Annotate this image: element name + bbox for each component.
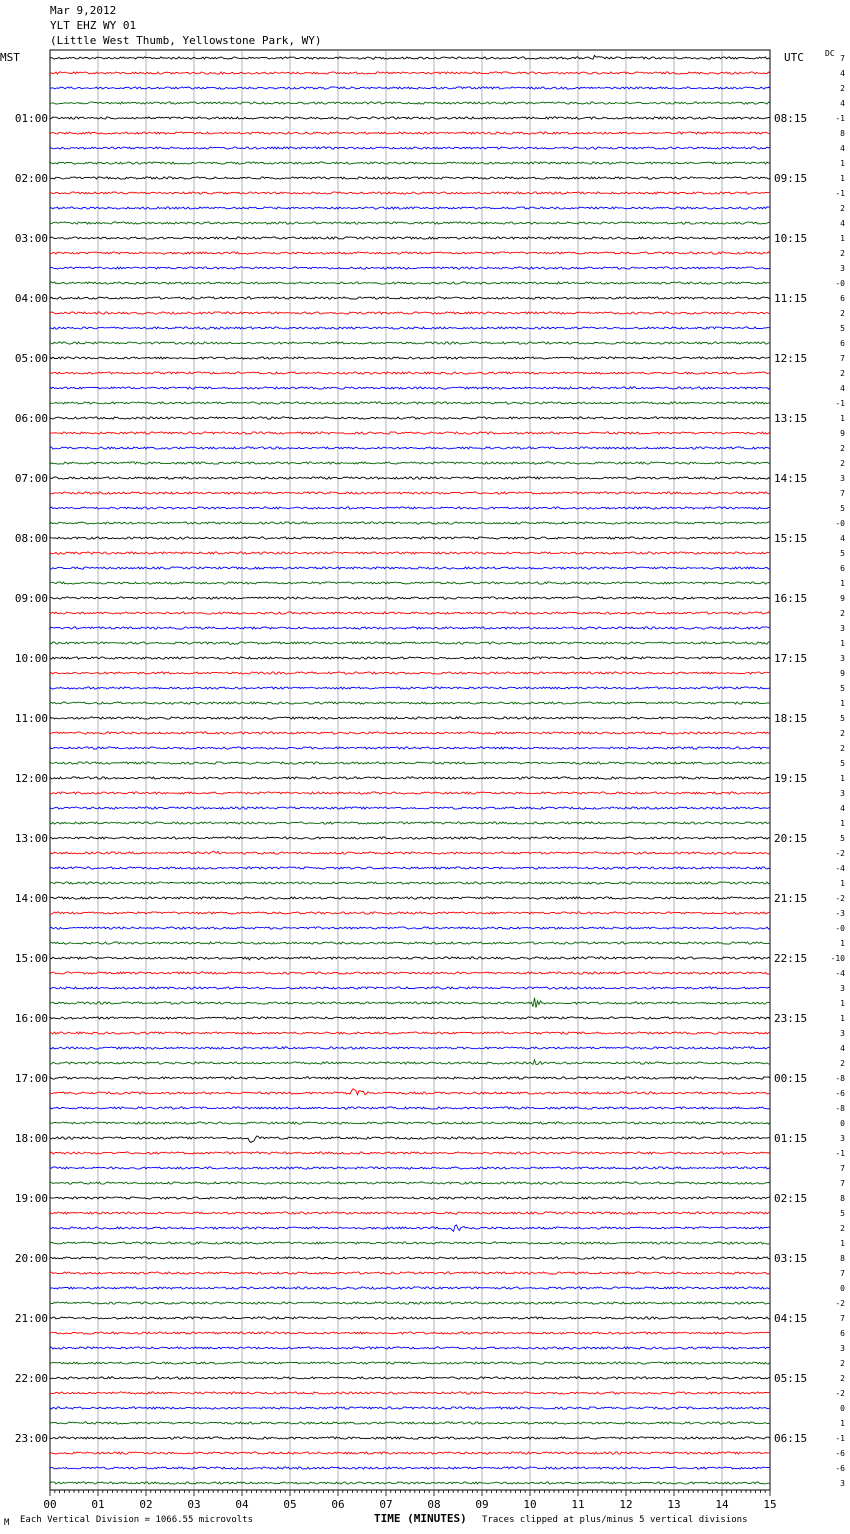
trace-line (50, 897, 770, 899)
hour-label-utc: 12:15 (774, 352, 808, 365)
x-tick-label: 12 (619, 1498, 633, 1511)
trace-line (50, 312, 770, 314)
x-tick-label: 14 (715, 1498, 729, 1511)
trace-line (50, 207, 770, 209)
dc-offset-value: -0 (835, 279, 845, 288)
hour-label-utc: 15:15 (774, 532, 808, 545)
trace-line (50, 1225, 770, 1231)
trace-line (50, 1136, 770, 1143)
hour-label-utc: 05:15 (774, 1372, 808, 1385)
hour-label-local: 09:00 (14, 592, 48, 605)
trace-line (50, 747, 770, 749)
trace-line (50, 462, 770, 464)
trace-line (50, 102, 770, 104)
dc-offset-value: 7 (840, 489, 845, 498)
dc-offset-value: 5 (840, 834, 845, 843)
trace-line (50, 612, 770, 614)
dc-offset-value: 3 (840, 1029, 845, 1038)
hour-label-local: 21:00 (14, 1312, 48, 1325)
trace-line (50, 702, 770, 704)
trace-line (50, 837, 770, 839)
dc-offset-value: 2 (840, 609, 845, 618)
x-tick-label: 15 (763, 1498, 777, 1511)
header-date: Mar 9,2012 (50, 4, 117, 17)
trace-line (50, 1152, 770, 1154)
x-tick-label: 13 (667, 1498, 681, 1511)
trace-line (50, 1242, 770, 1244)
plot-frame (50, 50, 770, 1490)
dc-offset-value: 1 (840, 579, 845, 588)
trace-line (50, 327, 770, 329)
hour-label-local: 12:00 (14, 772, 48, 785)
trace-line (50, 1317, 770, 1319)
trace-line (50, 1017, 770, 1019)
trace-line (50, 1107, 770, 1109)
hour-label-local: 05:00 (14, 352, 48, 365)
hour-label-utc: 17:15 (774, 652, 808, 665)
hour-label-utc: 13:15 (774, 412, 808, 425)
hour-label-utc: 20:15 (774, 832, 808, 845)
trace-line (50, 1452, 770, 1454)
hour-label-utc: 00:15 (774, 1072, 808, 1085)
trace-line (50, 1347, 770, 1349)
trace-line (50, 942, 770, 944)
hour-label-utc: 11:15 (774, 292, 808, 305)
trace-line (50, 132, 770, 134)
footer-left-mark: M (4, 1518, 10, 1528)
dc-offset-value: -6 (835, 1449, 845, 1458)
trace-line (50, 807, 770, 809)
dc-offset-value: -2 (835, 849, 845, 858)
dc-offset-value: 4 (840, 384, 845, 393)
dc-offset-value: -1 (835, 114, 845, 123)
trace-line (50, 1422, 770, 1424)
trace-line (50, 1197, 770, 1199)
dc-offset-value: -0 (835, 924, 845, 933)
trace-line (50, 687, 770, 689)
dc-offset-value: 0 (840, 1119, 845, 1128)
dc-offset-value: 5 (840, 684, 845, 693)
trace-line (50, 1272, 770, 1274)
trace-line (50, 642, 770, 645)
trace-line (50, 927, 770, 929)
hour-label-local: 15:00 (14, 952, 48, 965)
trace-line (50, 55, 770, 59)
dc-offset-value: 6 (840, 1329, 845, 1338)
dc-offset-value: 1 (840, 1014, 845, 1023)
dc-offset-value: 9 (840, 669, 845, 678)
x-tick-label: 02 (139, 1498, 153, 1511)
dc-offset-value: 9 (840, 594, 845, 603)
trace-line (50, 1377, 770, 1379)
trace-line (50, 87, 770, 89)
hour-label-utc: 14:15 (774, 472, 808, 485)
dc-offset-value: 2 (840, 729, 845, 738)
dc-offset-value: 2 (840, 444, 845, 453)
trace-line (50, 222, 770, 224)
dc-offset-value: 6 (840, 564, 845, 573)
dc-offset-value: 3 (840, 654, 845, 663)
hour-label-local: 17:00 (14, 1072, 48, 1085)
dc-offset-value: 7 (840, 1314, 845, 1323)
dc-offset-value: 8 (840, 129, 845, 138)
dc-offset-value: 1 (840, 159, 845, 168)
hour-label-local: 04:00 (14, 292, 48, 305)
dc-offset-value: 1 (840, 774, 845, 783)
dc-offset-value: -1 (835, 189, 845, 198)
dc-offset-value: 0 (840, 1404, 845, 1413)
dc-offset-value: -1 (835, 399, 845, 408)
trace-line (50, 387, 770, 389)
trace-line (50, 402, 770, 404)
dc-offset-value: 1 (840, 639, 845, 648)
dc-offset-value: 4 (840, 804, 845, 813)
clip-note: Traces clipped at plus/minus 5 vertical divisions (482, 1515, 748, 1525)
trace-line (50, 507, 770, 509)
header-station: YLT EHZ WY 01 (50, 19, 137, 32)
hour-label-utc: 18:15 (774, 712, 808, 725)
x-tick-label: 09 (475, 1498, 489, 1511)
dc-offset-value: 0 (840, 1284, 845, 1293)
hour-label-local: 20:00 (14, 1252, 48, 1265)
trace-line (50, 117, 770, 119)
dc-offset-value: 2 (840, 309, 845, 318)
trace-line (50, 1467, 770, 1469)
hour-label-local: 18:00 (14, 1132, 48, 1145)
x-tick-label: 07 (379, 1498, 393, 1511)
header-location: (Little West Thumb, Yellowstone Park, WY) (50, 34, 322, 47)
trace-line (50, 267, 770, 269)
dc-offset-value: 1 (840, 879, 845, 888)
dc-offset-value: 7 (840, 1269, 845, 1278)
trace-line (50, 1482, 770, 1484)
dc-offset-value: 3 (840, 789, 845, 798)
hour-label-utc: 06:15 (774, 1432, 808, 1445)
trace-line (50, 762, 770, 764)
dc-offset-value: 9 (840, 429, 845, 438)
trace-line (50, 822, 770, 824)
dc-offset-value: 7 (840, 1179, 845, 1188)
trace-line (50, 357, 770, 359)
trace-line (50, 867, 770, 869)
trace-line (50, 552, 770, 554)
trace-line (50, 732, 770, 734)
hour-label-utc: 02:15 (774, 1192, 808, 1205)
dc-offset-value: 1 (840, 414, 845, 423)
trace-line (50, 522, 770, 524)
dc-offset-value: 4 (840, 1044, 845, 1053)
trace-line (50, 1437, 770, 1439)
dc-offset-value: 4 (840, 99, 845, 108)
hour-label-local: 03:00 (14, 232, 48, 245)
dc-offset-value: 1 (840, 939, 845, 948)
x-axis-title: TIME (MINUTES) (374, 1512, 467, 1525)
trace-line (50, 147, 770, 149)
dc-offset-value: -8 (835, 1074, 845, 1083)
x-tick-label: 06 (331, 1498, 345, 1511)
hour-label-utc: 21:15 (774, 892, 808, 905)
trace-line (50, 1089, 770, 1095)
dc-offset-value: 5 (840, 549, 845, 558)
hour-label-utc: 10:15 (774, 232, 808, 245)
dc-offset-value: 1 (840, 1419, 845, 1428)
hour-label-utc: 03:15 (774, 1252, 808, 1265)
dc-offset-value: 5 (840, 324, 845, 333)
dc-offset-value: 4 (840, 144, 845, 153)
dc-offset-value: -6 (835, 1089, 845, 1098)
dc-offset-value: 5 (840, 504, 845, 513)
trace-line (50, 912, 770, 914)
dc-header: DC (825, 49, 835, 58)
dc-offset-value: -6 (835, 1464, 845, 1473)
hour-label-utc: 22:15 (774, 952, 808, 965)
trace-line (50, 792, 770, 794)
trace-line (50, 882, 770, 884)
dc-offset-value: -1 (835, 1434, 845, 1443)
trace-line (50, 657, 770, 659)
dc-offset-value: 3 (840, 1344, 845, 1353)
scale-note: Each Vertical Division = 1066.55 microvolts (20, 1515, 253, 1525)
dc-offset-value: -8 (835, 1104, 845, 1113)
hour-label-local: 22:00 (14, 1372, 48, 1385)
hour-label-local: 07:00 (14, 472, 48, 485)
x-tick-label: 04 (235, 1498, 249, 1511)
trace-line (50, 447, 770, 449)
dc-offset-value: 4 (840, 69, 845, 78)
dc-offset-value: -2 (835, 1389, 845, 1398)
trace-line (50, 672, 770, 674)
dc-offset-value: 2 (840, 459, 845, 468)
dc-offset-value: 1 (840, 699, 845, 708)
trace-line (50, 192, 770, 194)
dc-offset-value: 8 (840, 1254, 845, 1263)
trace-line (50, 1182, 770, 1184)
trace-line (50, 162, 770, 164)
dc-offset-value: 3 (840, 264, 845, 273)
trace-line (50, 1302, 770, 1304)
hour-label-local: 14:00 (14, 892, 48, 905)
trace-line (50, 1077, 770, 1079)
dc-offset-value: 1 (840, 1239, 845, 1248)
hour-label-utc: 16:15 (774, 592, 808, 605)
trace-line (50, 177, 770, 179)
hour-label-local: 10:00 (14, 652, 48, 665)
hour-label-utc: 19:15 (774, 772, 808, 785)
hour-label-local: 13:00 (14, 832, 48, 845)
hour-label-local: 06:00 (14, 412, 48, 425)
dc-offset-value: 7 (840, 54, 845, 63)
dc-offset-value: -2 (835, 1299, 845, 1308)
hour-label-utc: 23:15 (774, 1012, 808, 1025)
dc-offset-value: 5 (840, 1209, 845, 1218)
trace-line (50, 1032, 770, 1034)
dc-offset-value: 2 (840, 1224, 845, 1233)
dc-offset-value: 5 (840, 759, 845, 768)
x-tick-label: 00 (43, 1498, 57, 1511)
hour-label-local: 08:00 (14, 532, 48, 545)
trace-line (50, 297, 770, 299)
dc-offset-value: 1 (840, 819, 845, 828)
trace-line (50, 627, 770, 629)
trace-line (50, 777, 770, 779)
hour-label-local: 23:00 (14, 1432, 48, 1445)
dc-offset-value: 3 (840, 474, 845, 483)
trace-line (50, 1167, 770, 1169)
trace-line (50, 237, 770, 239)
dc-offset-value: 2 (840, 1059, 845, 1068)
dc-offset-value: -4 (835, 864, 845, 873)
dc-offset-value: 2 (840, 249, 845, 258)
dc-offset-value: 2 (840, 204, 845, 213)
x-tick-label: 11 (571, 1498, 585, 1511)
dc-offset-value: -0 (835, 519, 845, 528)
left-timezone-label: MST (0, 51, 20, 64)
trace-line (50, 342, 770, 344)
trace-line (50, 987, 770, 989)
trace-line (50, 717, 770, 719)
x-tick-label: 08 (427, 1498, 441, 1511)
trace-line (50, 1122, 770, 1124)
dc-offset-value: 2 (840, 369, 845, 378)
trace-line (50, 851, 770, 854)
dc-offset-value: -2 (835, 894, 845, 903)
dc-offset-value: -1 (835, 1149, 845, 1158)
trace-line (50, 492, 770, 494)
dc-offset-value: -4 (835, 969, 845, 978)
dc-offset-value: 2 (840, 1374, 845, 1383)
trace-line (50, 1212, 770, 1214)
hour-label-utc: 09:15 (774, 172, 808, 185)
dc-offset-value: 7 (840, 354, 845, 363)
dc-offset-value: 7 (840, 1164, 845, 1173)
trace-line (50, 432, 770, 434)
trace-line (50, 252, 770, 254)
hour-label-utc: 04:15 (774, 1312, 808, 1325)
right-timezone-label: UTC (784, 51, 804, 64)
x-tick-label: 03 (187, 1498, 201, 1511)
dc-offset-value: 4 (840, 534, 845, 543)
hour-label-utc: 01:15 (774, 1132, 808, 1145)
trace-line (50, 1407, 770, 1409)
dc-offset-value: 6 (840, 294, 845, 303)
trace-line (50, 1362, 770, 1364)
trace-line (50, 597, 770, 599)
trace-line (50, 1257, 770, 1259)
dc-offset-value: 1 (840, 999, 845, 1008)
dc-offset-value: 2 (840, 1359, 845, 1368)
dc-offset-value: 4 (840, 219, 845, 228)
trace-line (50, 998, 770, 1008)
trace-line (50, 972, 770, 974)
hour-label-utc: 08:15 (774, 112, 808, 125)
trace-line (50, 567, 770, 569)
trace-line (50, 537, 770, 539)
dc-offset-value: 5 (840, 714, 845, 723)
trace-line (50, 372, 770, 374)
trace-line (50, 477, 770, 479)
hour-label-local: 02:00 (14, 172, 48, 185)
x-tick-label: 01 (91, 1498, 105, 1511)
dc-offset-value: 6 (840, 339, 845, 348)
dc-offset-value: 3 (840, 1134, 845, 1143)
dc-offset-value: 3 (840, 1479, 845, 1488)
dc-offset-value: 1 (840, 234, 845, 243)
hour-label-local: 11:00 (14, 712, 48, 725)
trace-line (50, 582, 770, 584)
dc-offset-value: 2 (840, 84, 845, 93)
dc-offset-value: 2 (840, 744, 845, 753)
trace-line (50, 1047, 770, 1049)
trace-line (50, 1332, 770, 1334)
x-tick-label: 10 (523, 1498, 537, 1511)
trace-line (50, 1287, 770, 1289)
dc-offset-value: 8 (840, 1194, 845, 1203)
trace-line (50, 1060, 770, 1065)
trace-line (50, 1392, 770, 1394)
trace-line (50, 282, 770, 284)
hour-label-local: 01:00 (14, 112, 48, 125)
dc-offset-value: -10 (830, 954, 845, 963)
dc-offset-value: 1 (840, 174, 845, 183)
hour-label-local: 19:00 (14, 1192, 48, 1205)
x-tick-label: 05 (283, 1498, 297, 1511)
dc-offset-value: -3 (835, 909, 845, 918)
trace-line (50, 72, 770, 74)
hour-label-local: 16:00 (14, 1012, 48, 1025)
trace-line (50, 957, 770, 960)
dc-offset-value: 3 (840, 984, 845, 993)
trace-line (50, 417, 770, 419)
dc-offset-value: 3 (840, 624, 845, 633)
